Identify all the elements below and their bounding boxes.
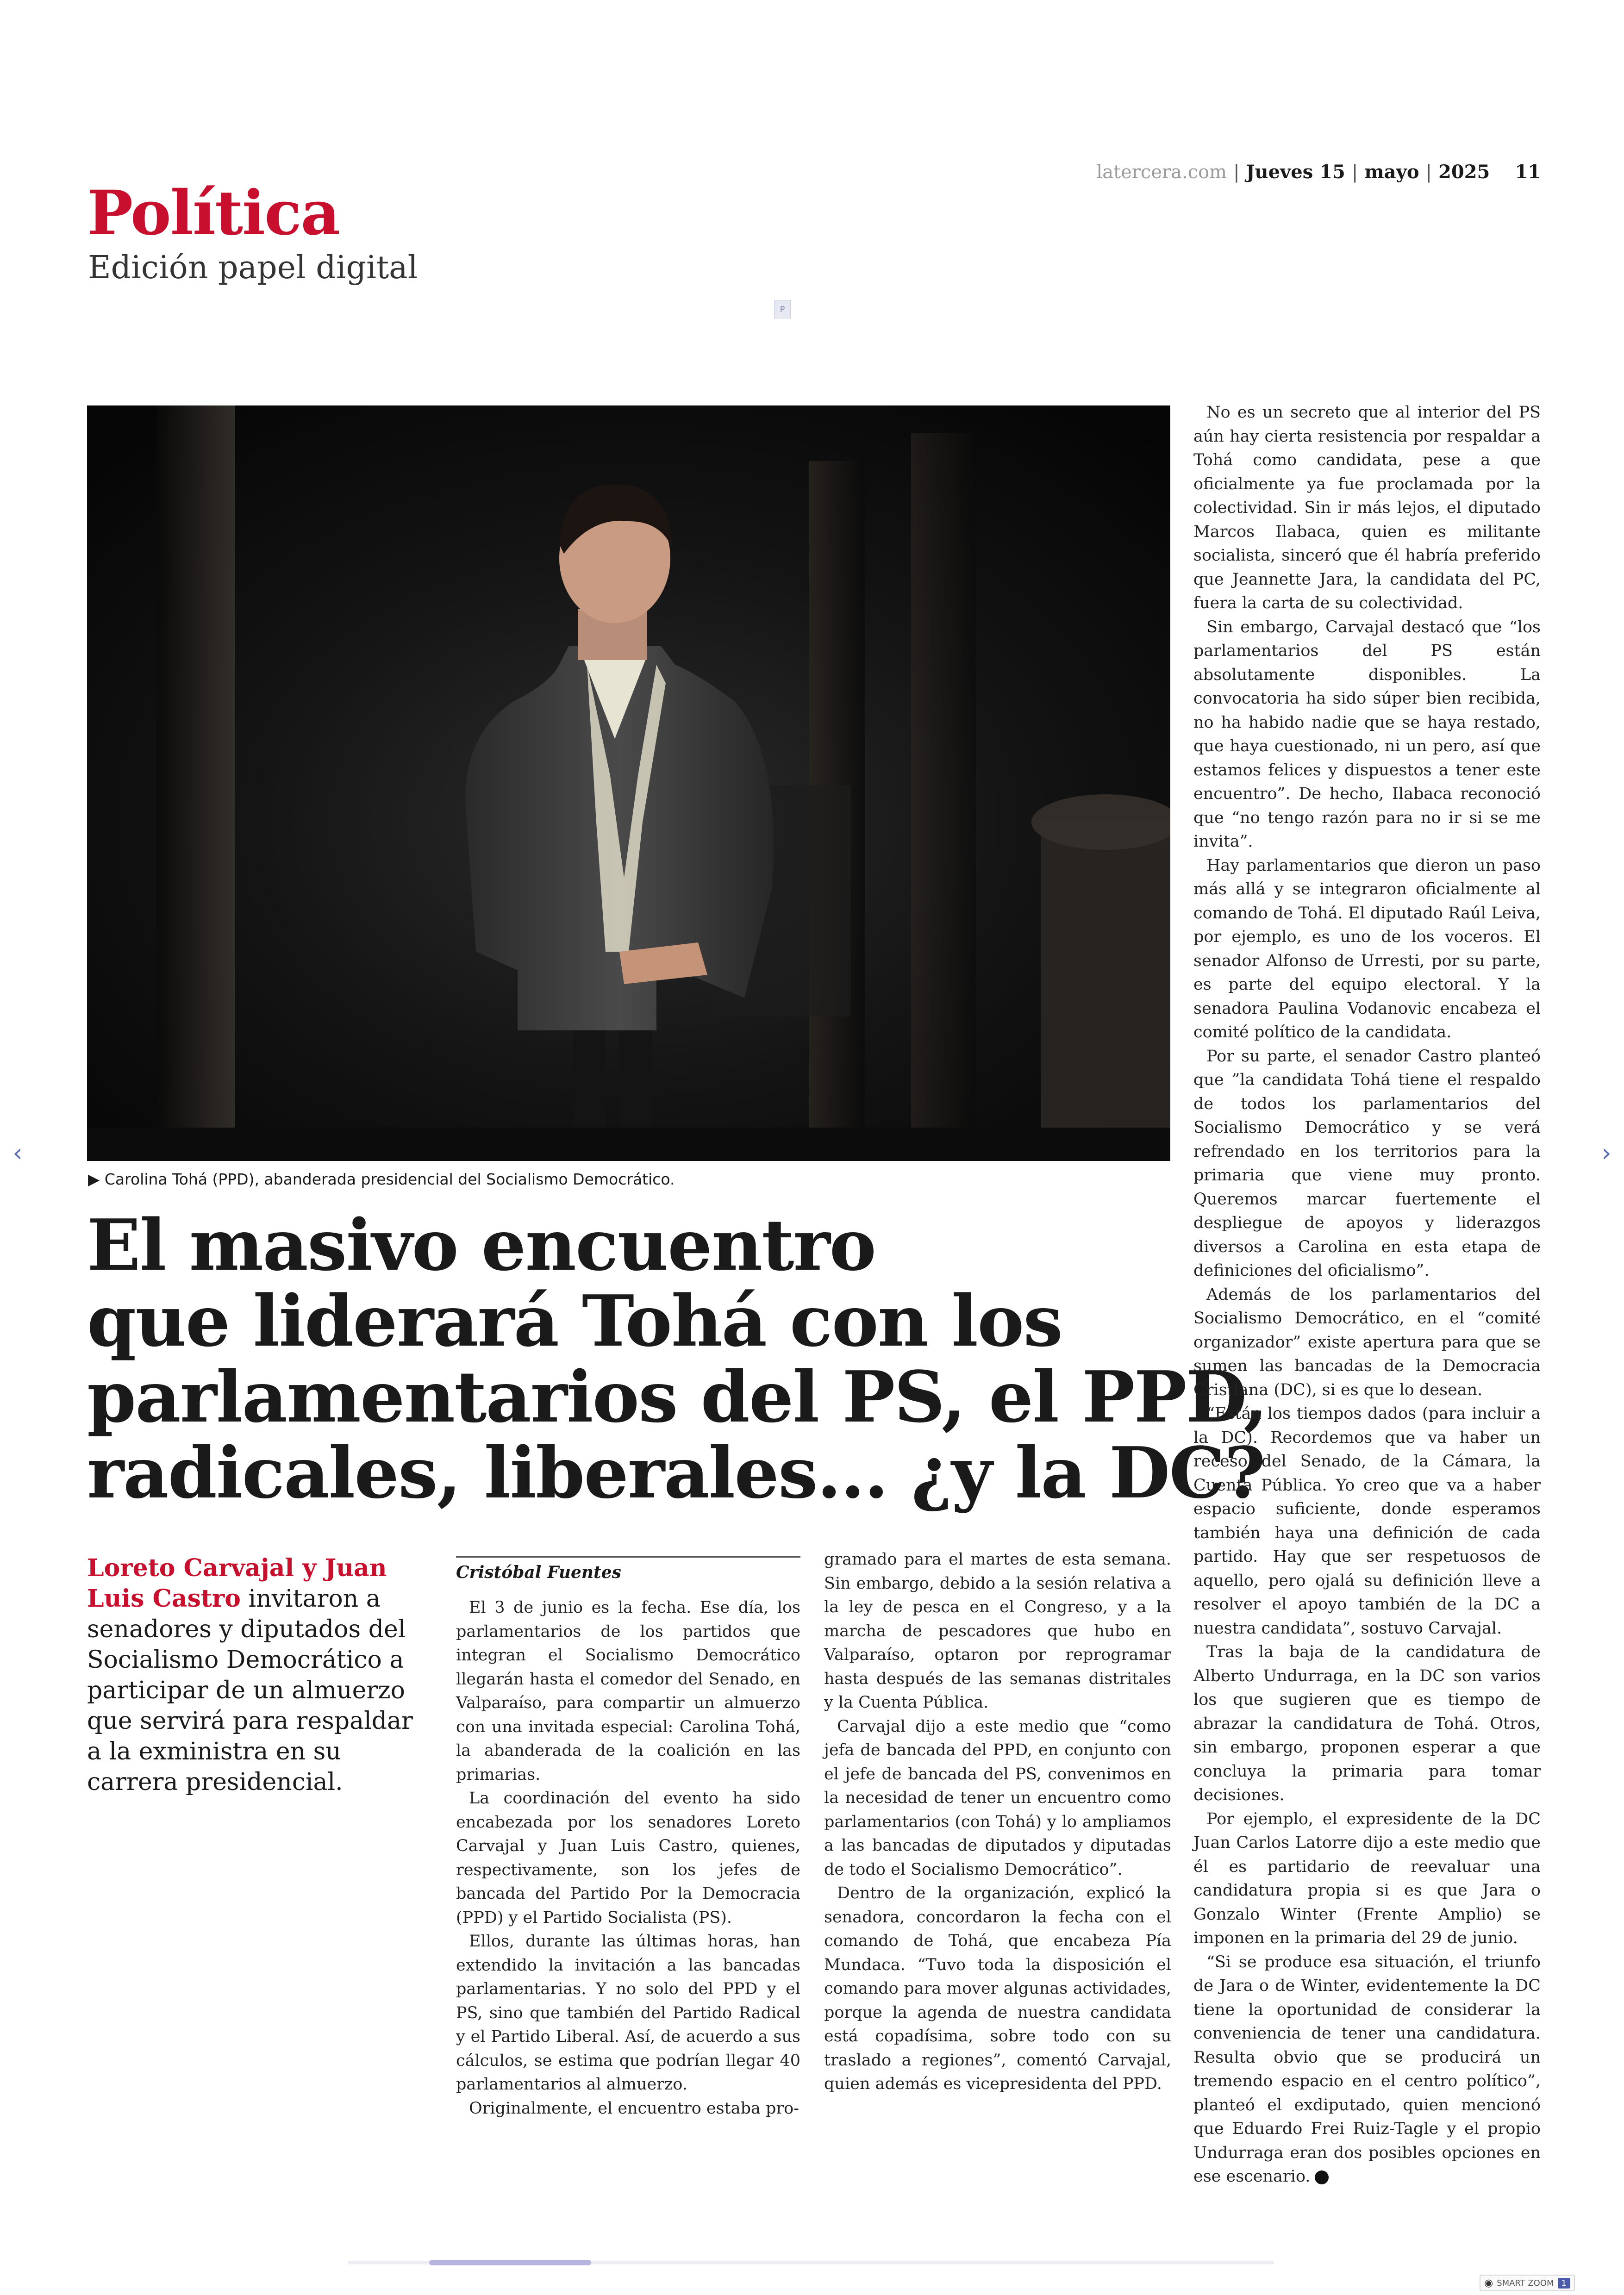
headline-line: El masivo encuentro (87, 1204, 875, 1286)
paragraph: No es un secreto que al interior del PS aún hay cierta resistencia por respaldar a Tohá como candidata, pese a que oficialmente ya fue proclamada por la colectividad. Sin ir más lejos, el diputado Marcos Ilabaca, quien es militante socialista, sinceró que él habría preferido que Jeannette Jara, la candidata del PC, fuera la carta de su colectividad. (1193, 403, 1541, 612)
pin-icon[interactable]: P (774, 300, 791, 318)
chevron-right-icon[interactable]: › (1601, 1138, 1612, 1167)
section-title: Política (87, 177, 340, 249)
chevron-left-icon[interactable]: ‹ (12, 1138, 23, 1167)
smart-zoom-button[interactable] (1480, 2275, 1575, 2291)
page-number: 11 (1515, 161, 1541, 183)
paragraph: La coordinación del evento ha sido encabezada por los senadores Loreto Carvajal y Juan Luis Castro, quienes, respectivamente, son los jefes de bancada del Partido Por la Democracia (PPD) y el Partido Socialista (PS). (456, 1789, 800, 1927)
article-column-3 (1193, 401, 1541, 2189)
article-lead (87, 1553, 430, 1797)
paragraph: Ellos, durante las últimas horas, han extendido la invitación a las bancadas parlamentarias. Y no solo del PPD y el PS, sino que también del Partido Radical y el Partido Liberal. Así, de acuerdo a sus cálculos, se estima que podrían llegar 40 parlamentarios al almuerzo. (456, 1932, 800, 2094)
photo-caption: ▶ Carolina Tohá (PPD), abanderada presidencial del Socialismo Democrático. (88, 1170, 675, 1188)
author-byline: Cristóbal Fuentes (456, 1563, 621, 1582)
paragraph-text: “Si se produce esa situación, el triunfo de Jara o de Winter, evidentemente la DC tiene la oportunidad de considerar la conveniencia de tener una candidatura. Resulta obvio que se producirá un tremendo espacio en el centro político”, planteó el exdiputado, quien mencionó que Eduardo Frei Ruiz-Tagle y el propio Undurraga eran dos posibles opciones en ese escenario. (1193, 1952, 1541, 2186)
paragraph-last (1193, 1951, 1541, 2189)
paragraph: El 3 de junio es la fecha. Ese día, los parlamentarios de los partidos que integran el Socialismo Democrático llegarán hasta el comedor del Senado, en Valparaíso, para compartir un almuerzo con una invitada especial: Carolina Tohá, la abanderada de la coalición en las primarias. (456, 1598, 800, 1784)
site-name: latercera.com (1096, 162, 1227, 183)
header-separator: | (1351, 162, 1358, 183)
header-separator: | (1233, 162, 1240, 183)
lead-highlight: Loreto Carvajal y Juan Luis Castro (87, 1554, 387, 1613)
paragraph: Hay parlamentarios que dieron un paso más allá y se integraron oficialmente al comando de Tohá. El diputado Raúl Leiva, por ejemplo, es uno de los voceros. El senador Alfonso de Urresti, por su parte, es parte del equipo electoral. Y la senadora Paulina Vodanovic encabeza el comité político de la candidata. (1193, 856, 1541, 1041)
paragraph: Sin embargo, Carvajal destacó que “los parlamentarios del PS están absolutamente disponibles. La convocatoria ha sido súper bien recibida, no ha habido nadie que se haya restado, que haya cuestionado, ni un pero, así que estamos felices y dispuestos a tener este encuentro”. De hecho, Ilabaca reconoció que “no tengo razón para no ir si se me invita”. (1193, 617, 1541, 851)
lead-text: invitaron a senadores y diputados del Socialismo Democrático a participar de un almuerzo que servirá para respaldar a la exministra en su carrera presidencial. (87, 1585, 413, 1796)
headline-line: que liderará Tohá con los (87, 1279, 1062, 1362)
paragraph: Además de los parlamentarios del Socialismo Democrático, en el “comité organizador” existe apertura para que se sumen las bancadas de la Democracia Cristiana (DC), si es que lo desean. (1193, 1285, 1541, 1399)
header-separator: | (1425, 162, 1432, 183)
smart-zoom-label: SMART ZOOM (1497, 2278, 1554, 2288)
issue-day: Jueves 15 (1246, 161, 1345, 183)
article-column-1 (456, 1596, 800, 2120)
headline-line: radicales, liberales... ¿y la DC? (87, 1431, 1265, 1514)
issue-month: mayo (1364, 161, 1419, 183)
paragraph: “Están los tiempos dados (para incluir a la DC). Recordemos que va haber un receso del Senado, de la Cámara, la Cuenta Pública. Yo creo que va a haber espacio suficiente, donde esperamos también haya una definición de cada partido. Hay que ser respetuosos de aquello, pero ojalá su definición lleve a resolver el apoyo también de la DC a nuestra candidata”, sostuvo Carvajal. (1193, 1404, 1541, 1638)
scrollbar-thumb[interactable] (429, 2260, 591, 2265)
article-column-2 (824, 1548, 1171, 2096)
end-of-article-icon (1315, 2170, 1329, 2184)
paragraph: Originalmente, el encuentro estaba pro- (469, 2099, 800, 2118)
article-photo (87, 405, 1170, 1161)
page-header-info (1096, 163, 1541, 181)
paragraph: gramado para el martes de esta semana. Sin embargo, debido a la sesión relativa a la ley de pesca en el Congreso, y a la marcha de pescadores que hubo en Valparaíso, optaron por reprogramar hasta después de las semanas distritales y la Cuenta Pública. (824, 1550, 1171, 1712)
issue-year: 2025 (1438, 161, 1490, 183)
byline-rule (456, 1556, 800, 1558)
paragraph: Tras la baja de la candidatura de Alberto Undurraga, en la DC son varios los que sugieren que es tiempo de abrazar la candidatura de Tohá. Otros, sin embargo, proponen esperar a que concluya la primaria para tomar decisiones. (1193, 1643, 1541, 1804)
article-headline (87, 1204, 1267, 1514)
headline-line: parlamentarios del PS, el PPD, (87, 1355, 1267, 1438)
photo-illustration (87, 405, 1170, 1161)
paragraph: Dentro de la organización, explicó la senadora, concordaron la fecha con el comando de Tohá, que encabeza Pía Mundaca. “Tuvo toda la disposición el comando para mover algunas actividades, porque la agenda de nuestra candidata está copadísima, sobre todo con su traslado a regiones”, comentó Carvajal, quien además es vicepresidenta del PPD. (824, 1884, 1171, 2093)
eye-icon: ◉ (1484, 2277, 1493, 2289)
paragraph: Por su parte, el senador Castro planteó que ”la candidata Tohá tiene el respaldo de todos los parlamentarios del Socialismo Democrático y se verá refrendado en los territorios para la primaria que viene muy pronto. Queremos marcar fuertemente el despliegue de apoyos y liderazgos diversos a Carolina en esta etapa de definiciones del oficialismo”. (1193, 1047, 1541, 1280)
paragraph: Por ejemplo, el expresidente de la DC Juan Carlos Latorre dijo a este medio que él es partidario de reevaluar una candidatura propia si es que Jara o Gonzalo Winter (Frente Amplio) se imponen en la primaria del 29 de junio. (1193, 1809, 1541, 1947)
paragraph: Carvajal dijo a este medio que “como jefa de bancada del PPD, en conjunto con el jefe de bancada del PS, convenimos en la necesidad de tener un encuentro como parlamentarios (con Tohá) y lo ampliamos a las bancadas de diputados y diputadas de todo el Socialismo Democrático”. (824, 1717, 1171, 1879)
smart-zoom-badge: 1 (1558, 2278, 1570, 2289)
section-subtitle: Edición papel digital (88, 249, 418, 286)
